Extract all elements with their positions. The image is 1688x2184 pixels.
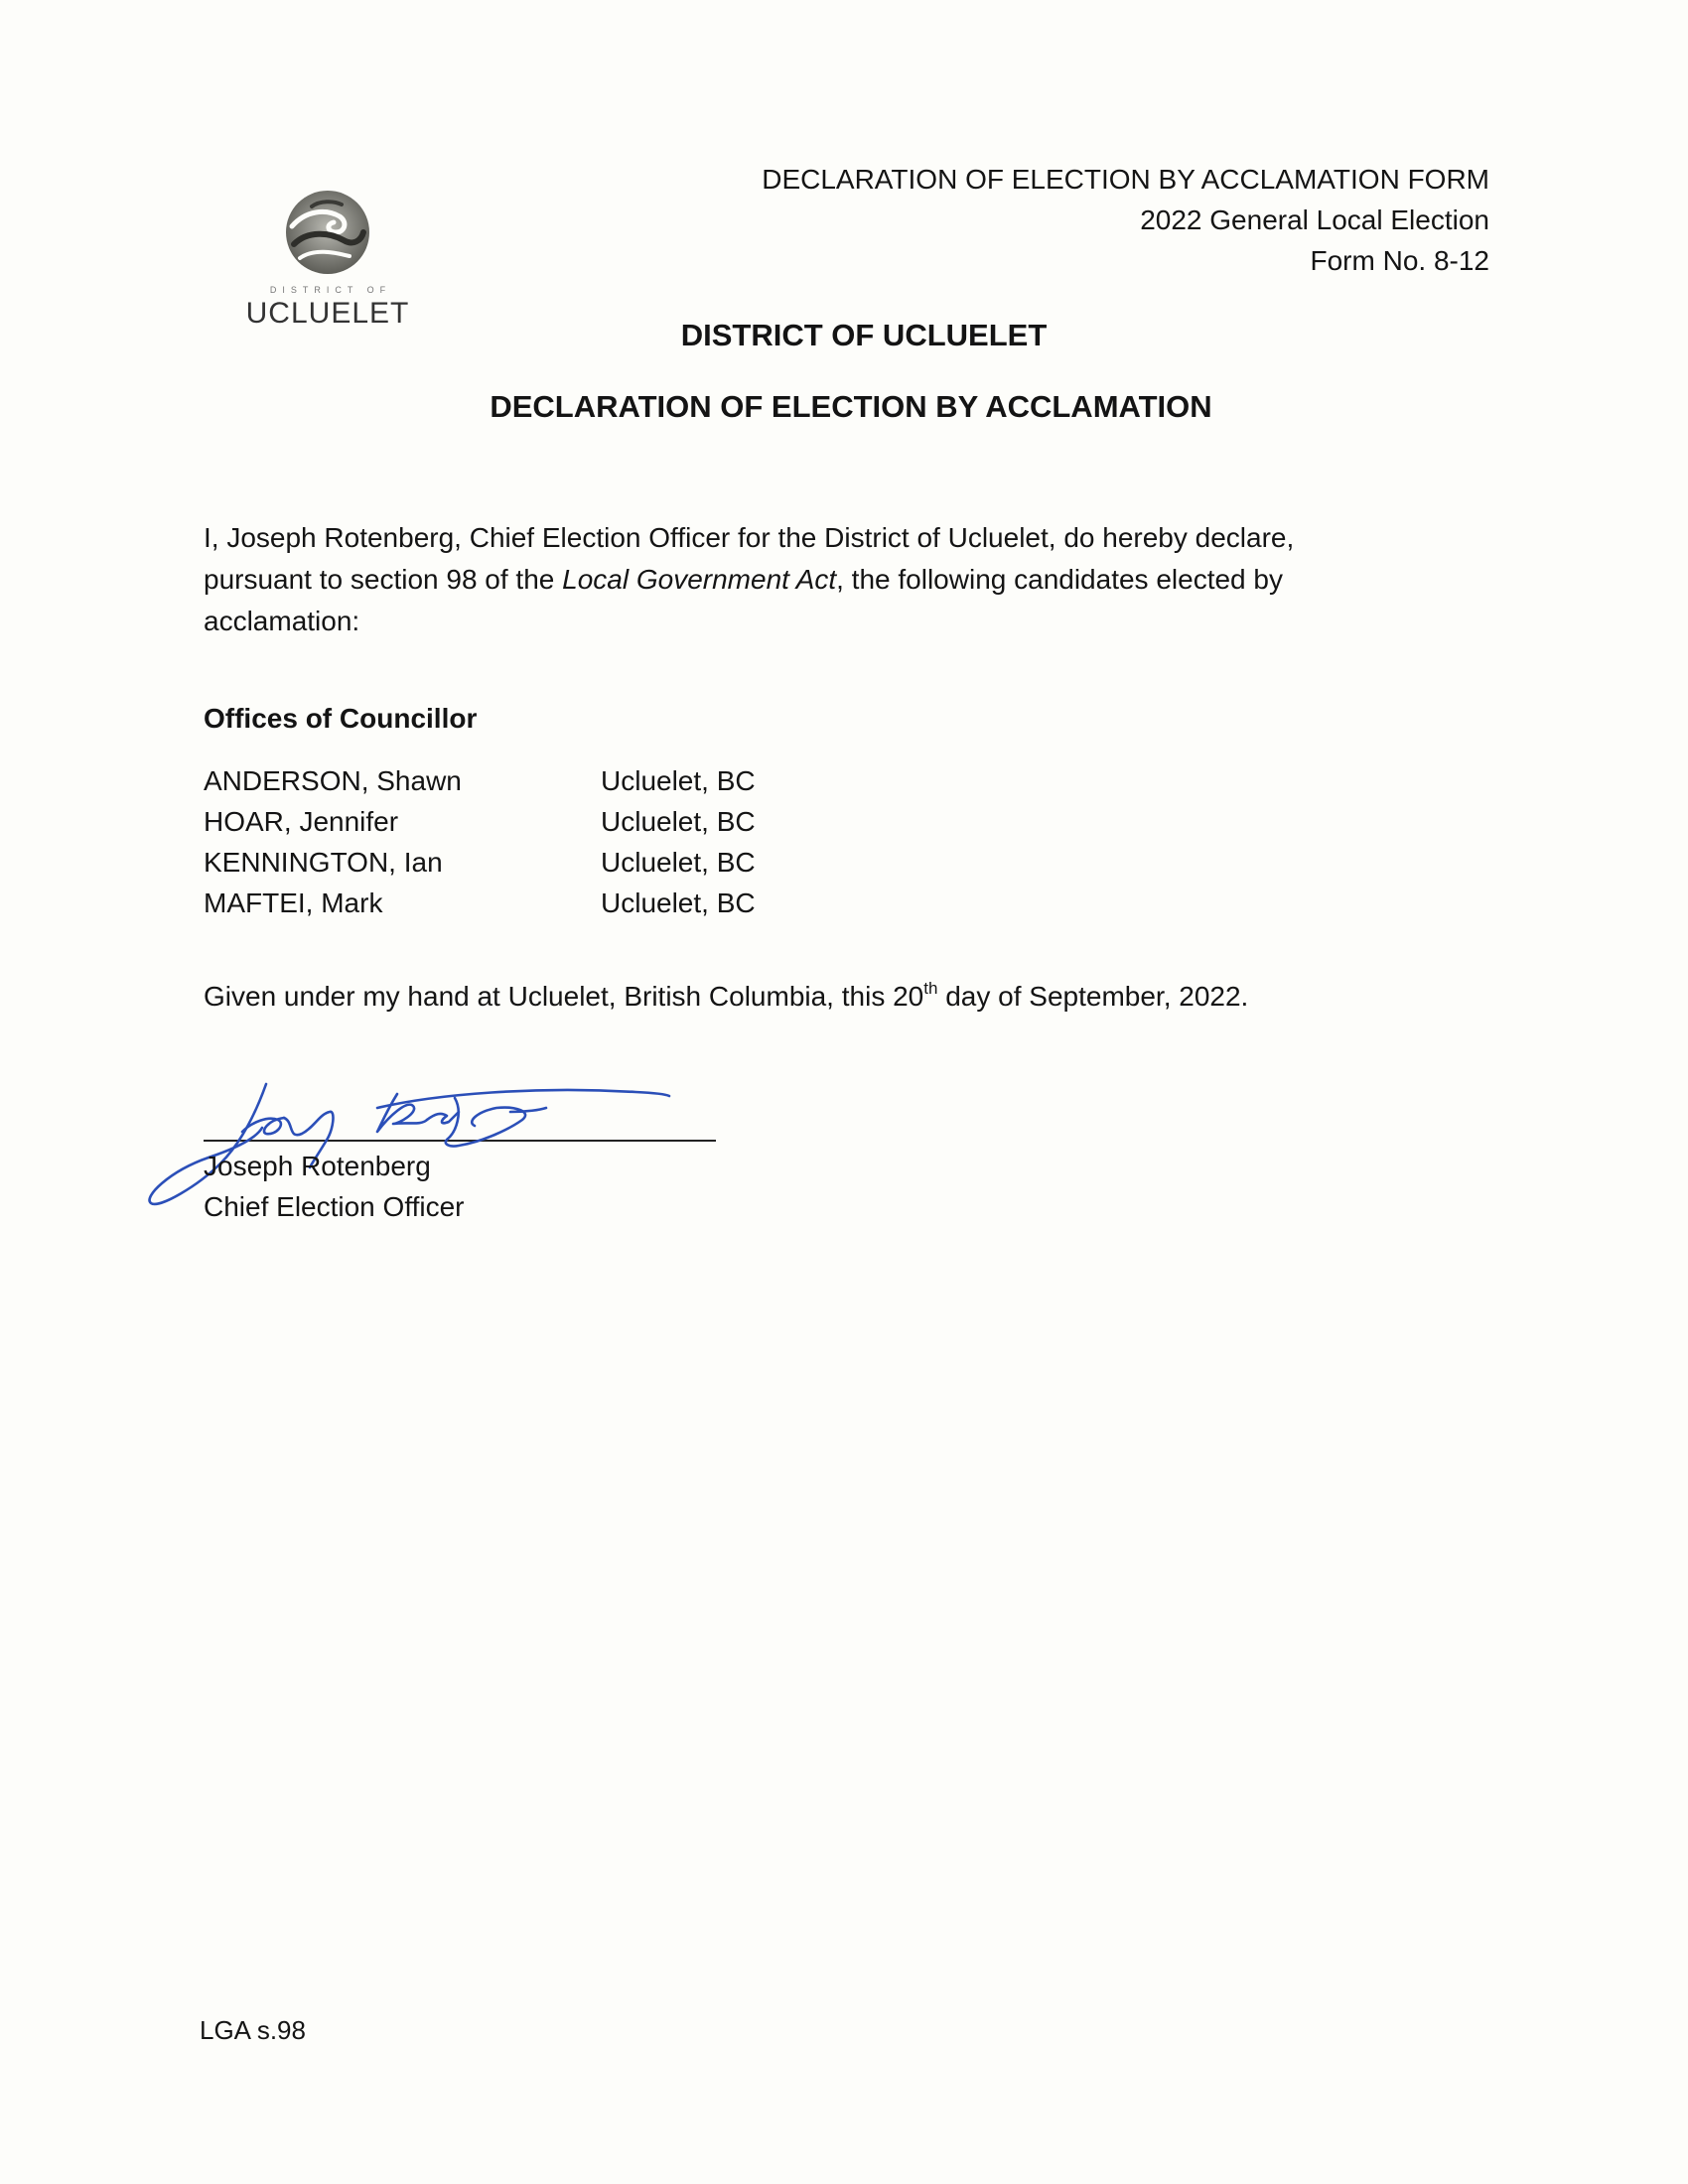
candidate-location: Ucluelet, BC bbox=[601, 887, 756, 918]
signer-name: Joseph Rotenberg bbox=[204, 1151, 431, 1181]
signer-block bbox=[204, 1146, 465, 1227]
paragraph-part-1: I, Joseph Rotenberg, Chief Election Officer for the District of Ucluelet, do hereby declare, pursuant to section 98 of the bbox=[204, 522, 1295, 595]
paragraph-part-2: , the following candidates elected by acclamation: bbox=[204, 564, 1283, 636]
candidate-name: ANDERSON, Shawn bbox=[204, 765, 462, 796]
candidate-location: Ucluelet, BC bbox=[601, 765, 756, 796]
list-item bbox=[204, 801, 756, 842]
declaration-title: DECLARATION OF ELECTION BY ACCLAMATION bbox=[490, 389, 1212, 424]
list-item bbox=[204, 842, 756, 883]
logo-small-text: DISTRICT OF bbox=[269, 285, 392, 295]
given-statement bbox=[204, 981, 1248, 1013]
district-logo bbox=[238, 187, 417, 330]
given-superscript: th bbox=[923, 979, 938, 998]
given-after: day of September, 2022. bbox=[937, 981, 1249, 1012]
candidate-list bbox=[204, 760, 756, 923]
wave-logo-icon bbox=[282, 187, 373, 278]
logo-name: UCLUELET bbox=[245, 297, 410, 330]
declaration-paragraph bbox=[204, 517, 1395, 642]
section-heading: Offices of Councillor bbox=[204, 703, 478, 734]
given-before: Given under my hand at Ucluelet, British Columbia, this 20 bbox=[204, 981, 924, 1012]
form-number: Form No. 8-12 bbox=[1310, 245, 1489, 276]
signer-title: Chief Election Officer bbox=[204, 1191, 465, 1222]
list-item bbox=[204, 883, 756, 923]
form-header bbox=[762, 159, 1489, 281]
candidate-location: Ucluelet, BC bbox=[601, 806, 756, 837]
election-name: 2022 General Local Election bbox=[1140, 205, 1489, 235]
act-name: Local Government Act bbox=[562, 564, 837, 595]
list-item bbox=[204, 760, 756, 801]
candidate-name: KENNINGTON, Ian bbox=[204, 847, 443, 878]
form-title: DECLARATION OF ELECTION BY ACCLAMATION FORM bbox=[762, 164, 1489, 195]
candidate-name: MAFTEI, Mark bbox=[204, 887, 383, 918]
district-title: DISTRICT OF UCLUELET bbox=[680, 318, 1048, 352]
footer-reference: LGA s.98 bbox=[200, 2015, 306, 2045]
candidate-name: HOAR, Jennifer bbox=[204, 806, 399, 837]
candidate-location: Ucluelet, BC bbox=[601, 847, 756, 878]
